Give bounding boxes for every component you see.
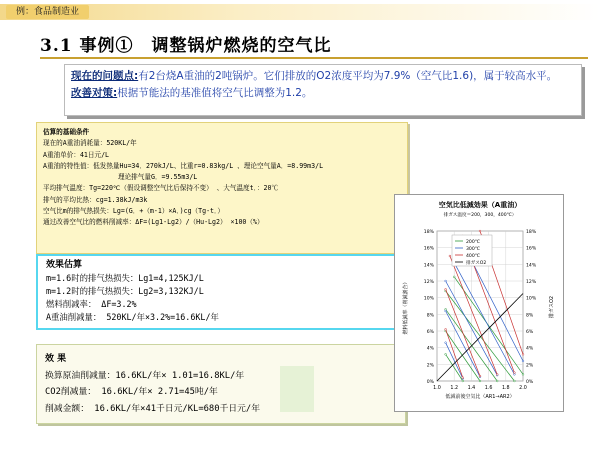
basic-conditions-box bbox=[36, 122, 408, 254]
measure-line bbox=[71, 85, 575, 102]
series-point bbox=[462, 380, 464, 382]
header-band bbox=[0, 4, 600, 20]
basic-line: 空气比m的排气热损失：Lg=(G．+（m-1）×A．)cg（Tg-t．） bbox=[43, 207, 224, 216]
y2-tick-label: 6% bbox=[526, 330, 534, 335]
y2-tick-label: 0% bbox=[526, 380, 534, 385]
page-title: 3.1 事例① 调整锅炉燃烧的空气比 bbox=[40, 36, 332, 56]
y2-tick-label: 8% bbox=[526, 313, 534, 319]
y2-tick-label: 12% bbox=[526, 280, 537, 285]
category-tag: 例：食品制造业 bbox=[6, 5, 89, 19]
basic-line: 现在的A重油消耗量：520KL/年 bbox=[43, 139, 137, 148]
y2-tick-label: 16% bbox=[526, 246, 537, 252]
series-point bbox=[479, 230, 481, 232]
series-point bbox=[462, 377, 464, 379]
basic-line: 排气的平均比热：cg=1.38kJ/m3k bbox=[43, 195, 148, 204]
series-point bbox=[453, 276, 455, 278]
decorative-panel bbox=[280, 366, 314, 412]
result-line: 换算原油削减量：16.6KL/年× 1.01=16.8KL/年 bbox=[45, 370, 245, 381]
x-tick-label: 1.6 bbox=[484, 386, 493, 391]
y-tick-label: 4% bbox=[426, 346, 434, 352]
series-point bbox=[449, 255, 451, 257]
chart-title: 空気比低減効果（A重油） bbox=[438, 201, 522, 209]
problem-line bbox=[71, 68, 575, 85]
y-axis-label: 燃料低減率（削減割合） bbox=[403, 279, 409, 335]
air-ratio-chart bbox=[394, 194, 564, 412]
effect-line: m=1.6时的排气热损失：Lg1=4,125KJ/L bbox=[46, 273, 204, 283]
series-point bbox=[445, 342, 447, 344]
problem-text: 有2台烧A重油的2吨锅炉。它们排放的O2浓度平均为7.9%（空气比1.6)，属于较高水平。 bbox=[138, 70, 558, 82]
y-tick-label: 0% bbox=[426, 380, 434, 385]
x-axis-label: 低減前後空気比（AR1→AR2） bbox=[445, 394, 515, 400]
chart-subtitle: 排ガス温度＝200，300，400℃） bbox=[443, 213, 517, 218]
y-tick-label: 12% bbox=[423, 280, 434, 285]
legend-label: 排ガスO2 bbox=[466, 260, 487, 266]
y-tick-label: 16% bbox=[423, 246, 434, 252]
effect-line: A重油削减量： 520KL/年×3.2%=16.6KL/年 bbox=[46, 312, 219, 322]
y-tick-label: 8% bbox=[426, 313, 434, 319]
effect-heading: 效果估算 bbox=[46, 260, 83, 270]
legend-label: 300℃ bbox=[466, 246, 480, 252]
series-point bbox=[445, 353, 447, 355]
problem-label: 现在的问题点: bbox=[71, 70, 139, 82]
series-point bbox=[445, 288, 447, 290]
x-tick-label: 2.0 bbox=[519, 386, 527, 391]
series-point bbox=[522, 353, 524, 355]
series-point bbox=[479, 380, 481, 382]
result-heading: 效 果 bbox=[45, 354, 67, 364]
title-divider bbox=[40, 57, 588, 59]
series-point bbox=[522, 373, 524, 375]
series-point bbox=[522, 360, 524, 362]
basic-heading: 估算的基础条件 bbox=[43, 128, 90, 136]
y-tick-label: 18% bbox=[423, 230, 434, 235]
legend-label: 400℃ bbox=[466, 253, 480, 259]
effect-line: m=1.2时的排气热损失：Lg2=3,132KJ/L bbox=[46, 286, 204, 296]
legend-label: 200℃ bbox=[466, 239, 480, 245]
x-tick-label: 1.2 bbox=[450, 386, 459, 391]
y2-axis-label: 排ガスO2 bbox=[549, 295, 555, 319]
series-point bbox=[479, 375, 481, 377]
series-point bbox=[496, 380, 498, 382]
basic-line: A重油的特性值：低发热量Hu=34．270kJ/L、比重r=0.83kg/L 、理论空气量A．=8.99m3/L bbox=[43, 161, 324, 170]
y-tick-label: 14% bbox=[423, 263, 434, 269]
series-point bbox=[445, 328, 447, 330]
y2-tick-label: 14% bbox=[526, 263, 537, 269]
effect-line: 燃料削减率： ΔF=3.2% bbox=[46, 299, 137, 309]
series-point bbox=[445, 280, 447, 282]
y-tick-label: 2% bbox=[426, 363, 434, 369]
y2-tick-label: 10% bbox=[526, 296, 537, 302]
basic-line: A重油单价：41日元/L bbox=[43, 150, 110, 159]
y-tick-label: 10% bbox=[423, 296, 434, 302]
result-line: CO2削减量： 16.6KL/年× 2.71=45吨/年 bbox=[45, 387, 218, 397]
effect-estimate-box bbox=[36, 254, 408, 330]
series-point bbox=[445, 310, 447, 312]
basic-line: 通过改善空气比的燃料削减率：ΔF=(Lg1-Lg2）/（Hu-Lg2） ×100（%） bbox=[43, 218, 264, 227]
chart-svg bbox=[395, 195, 565, 413]
measure-label: 改善对策: bbox=[71, 87, 118, 99]
x-tick-label: 1.0 bbox=[433, 386, 441, 391]
basic-line: 平均排气温度：Tg=220℃（假设调整空气比后保持不变） 、大气温度t．：20℃ bbox=[43, 184, 279, 193]
problem-box bbox=[64, 64, 582, 116]
y2-tick-label: 18% bbox=[526, 230, 537, 235]
series-point bbox=[514, 372, 516, 374]
result-line: 削减金额： 16.6KL/年×41千日元/KL=680千日元/年 bbox=[45, 403, 260, 414]
y-tick-label: 6% bbox=[426, 330, 434, 335]
x-tick-label: 1.8 bbox=[501, 386, 510, 391]
measure-text: 根据节能法的基准值将空气比调整为1.2。 bbox=[117, 87, 313, 99]
series-point bbox=[514, 380, 516, 382]
series-point bbox=[496, 373, 498, 375]
y2-tick-label: 4% bbox=[526, 346, 534, 352]
result-box bbox=[36, 344, 406, 424]
x-tick-label: 1.4 bbox=[467, 386, 476, 391]
y2-tick-label: 2% bbox=[526, 363, 534, 369]
basic-line: 理论排气量G．=9.55m3/L bbox=[118, 173, 198, 182]
